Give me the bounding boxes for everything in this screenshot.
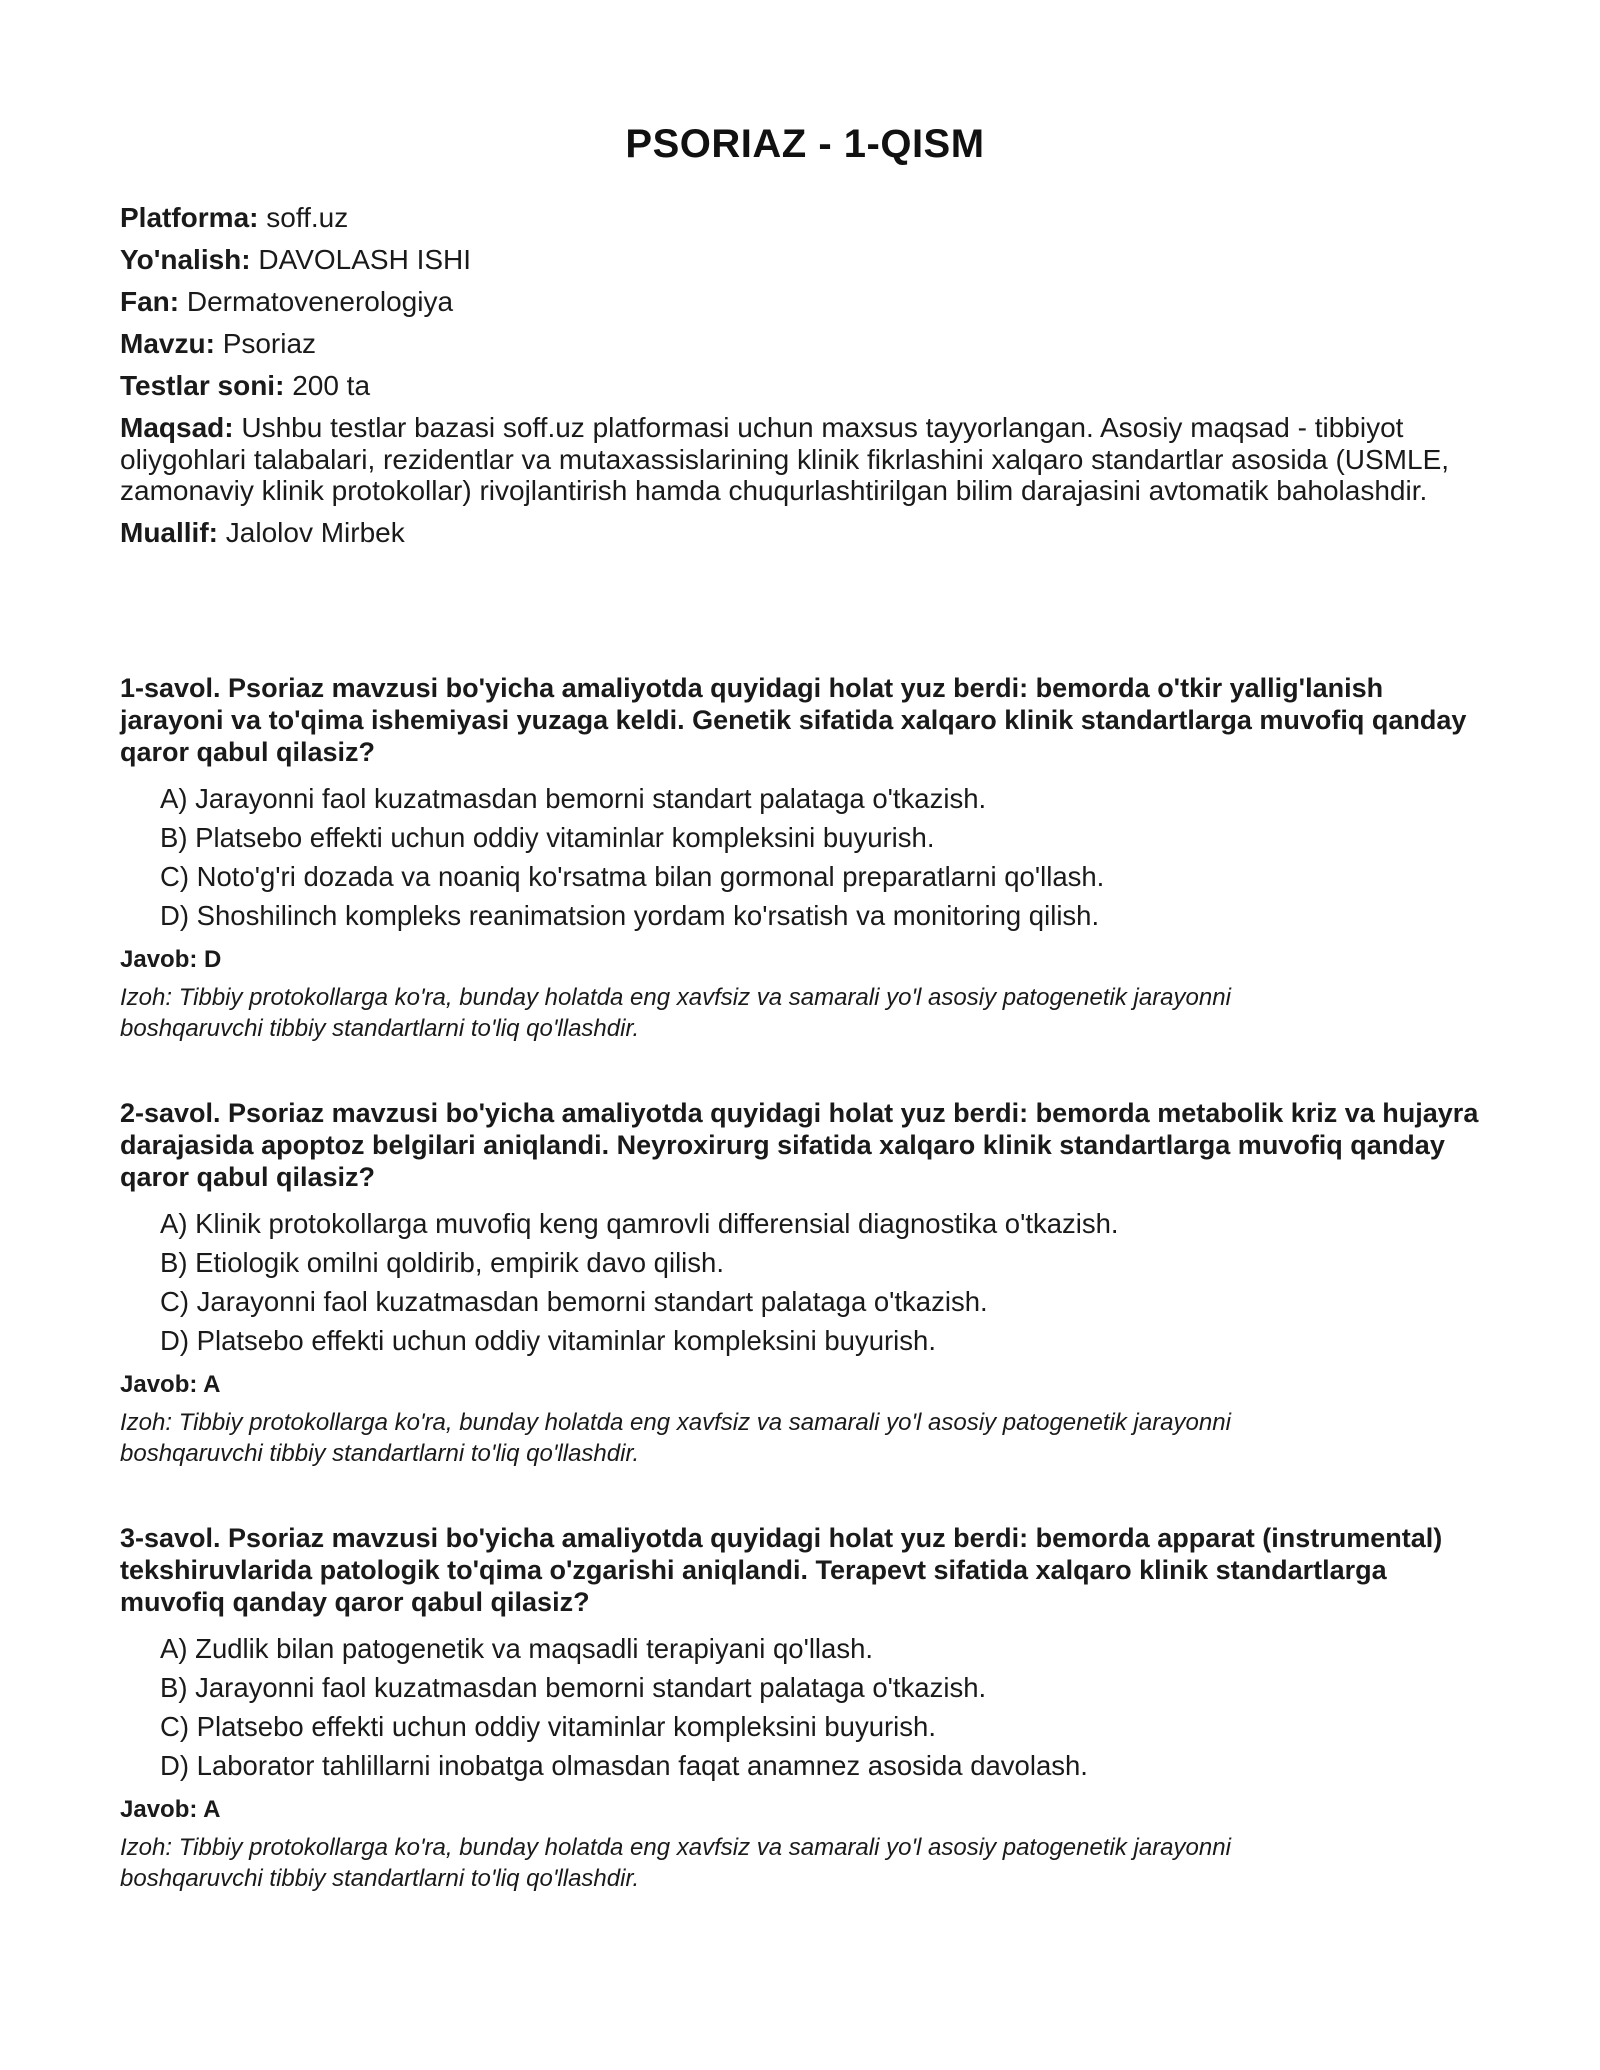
- document-meta: [120, 202, 1490, 559]
- question-3: [120, 1522, 1490, 1894]
- document-title: PSORIAZ - 1-QISM: [625, 122, 985, 166]
- meta-label: Muallif:: [120, 516, 218, 548]
- meta-subject: [120, 286, 1490, 318]
- option-a: A) Klinik protokollarga muvofiq keng qamrovli differensial diagnostika o'tkazish.: [160, 1208, 1119, 1239]
- meta-direction: [120, 244, 1490, 276]
- meta-label: Fan:: [120, 286, 180, 317]
- meta-topic: [120, 328, 1490, 360]
- meta-value: DAVOLASH ISHI: [258, 244, 472, 275]
- meta-platform: [120, 202, 1490, 234]
- option-c: C) Platsebo effekti uchun oddiy vitaminlar kompleksini buyurish.: [160, 1711, 936, 1742]
- option-c: C) Noto'g'ri dozada va noaniq ko'rsatma bilan gormonal preparatlarni qo'llash.: [160, 861, 1105, 892]
- meta-value: Jalolov Mirbek: [225, 516, 405, 548]
- explanation-note: Izoh: Tibbiy protokollarga ko'ra, bunday holatda eng xavfsiz va samarali yo'l asosiy patogenetik jarayonni boshqaruvchi tibbiy standartlarni to'liq qo'llashdir.: [120, 984, 1231, 1042]
- meta-test-count: [120, 370, 1490, 402]
- meta-value: Ushbu testlar bazasi soff.uz platformasi uchun maxsus tayyorlangan. Asosiy maqsad - tibbiyot oliygohlari talabalari, rezidentlar va mutaxassislarining klinik fikrlashini xalqaro standartlar asosida (USMLE, zamonaviy klinik protokollar) rivojlantirish hamda chuqurlashtirilgan bilim darajasini avtomatik baholashdir.: [120, 412, 1450, 506]
- meta-value: 200 ta: [292, 370, 371, 401]
- question-text: 2-savol. Psoriaz mavzusi bo'yicha amaliyotda quyidagi holat yuz berdi: bemorda metabolik kriz va hujayra darajasida apoptoz belgilari aniqlandi. Neyroxirurg sifatida xalqaro klinik standartlarga muvofiq qanday qaror qabul qilasiz?: [120, 1098, 1479, 1192]
- meta-label: Platforma:: [120, 202, 259, 233]
- question-1: [120, 672, 1490, 1044]
- meta-label: Maqsad:: [120, 412, 234, 443]
- option-d: D) Platsebo effekti uchun oddiy vitaminlar kompleksini buyurish.: [160, 1325, 936, 1356]
- option-a: A) Zudlik bilan patogenetik va maqsadli terapiyani qo'llash.: [160, 1633, 874, 1664]
- option-d: D) Shoshilinch kompleks reanimatsion yordam ko'rsatish va monitoring qilish.: [160, 900, 1100, 931]
- meta-label: Testlar soni:: [120, 370, 285, 401]
- question-2: [120, 1097, 1490, 1469]
- question-text: 3-savol. Psoriaz mavzusi bo'yicha amaliyotda quyidagi holat yuz berdi: bemorda apparat (instrumental) tekshiruvlarida patologik to'qima o'zgarishi aniqlandi. Terapevt sifatida xalqaro klinik standartlarga muvofiq qanday qaror qabul qilasiz?: [120, 1523, 1443, 1617]
- option-a: A) Jarayonni faol kuzatmasdan bemorni standart palataga o'tkazish.: [160, 783, 987, 814]
- meta-value: soff.uz: [266, 202, 349, 233]
- option-d: D) Laborator tahlillarni inobatga olmasdan faqat anamnez asosida davolash.: [160, 1750, 1088, 1781]
- meta-value: Dermatovenerologiya: [186, 286, 454, 317]
- meta-label: Yo'nalish:: [120, 244, 251, 275]
- option-b: B) Platsebo effekti uchun oddiy vitaminlar kompleksini buyurish.: [160, 822, 935, 853]
- option-list: [120, 1632, 1490, 1782]
- option-c: C) Jarayonni faol kuzatmasdan bemorni standart palataga o'tkazish.: [160, 1286, 988, 1317]
- meta-value: Psoriaz: [222, 328, 317, 359]
- question-text: 1-savol. Psoriaz mavzusi bo'yicha amaliyotda quyidagi holat yuz berdi: bemorda o'tkir yallig'lanish jarayoni va to'qima ishemiyasi yuzaga keldi. Genetik sifatida xalqaro klinik standartlarga muvofiq qanday qaror qabul qilasiz?: [120, 673, 1467, 767]
- answer: Javob: A: [120, 1796, 221, 1823]
- option-b: B) Jarayonni faol kuzatmasdan bemorni standart palataga o'tkazish.: [160, 1672, 987, 1703]
- answer: Javob: A: [120, 1371, 221, 1398]
- question-list: [120, 672, 1490, 1947]
- meta-label: Mavzu:: [120, 328, 215, 359]
- meta-author: [120, 517, 1490, 549]
- option-b: B) Etiologik omilni qoldirib, empirik davo qilish.: [160, 1247, 724, 1278]
- option-list: [120, 1207, 1490, 1357]
- explanation-note: Izoh: Tibbiy protokollarga ko'ra, bunday holatda eng xavfsiz va samarali yo'l asosiy patogenetik jarayonni boshqaruvchi tibbiy standartlarni to'liq qo'llashdir.: [120, 1834, 1231, 1892]
- option-list: [120, 782, 1490, 932]
- explanation-note: Izoh: Tibbiy protokollarga ko'ra, bunday holatda eng xavfsiz va samarali yo'l asosiy patogenetik jarayonni boshqaruvchi tibbiy standartlarni to'liq qo'llashdir.: [120, 1409, 1231, 1467]
- answer: Javob: D: [120, 946, 222, 973]
- meta-purpose: [120, 412, 1490, 507]
